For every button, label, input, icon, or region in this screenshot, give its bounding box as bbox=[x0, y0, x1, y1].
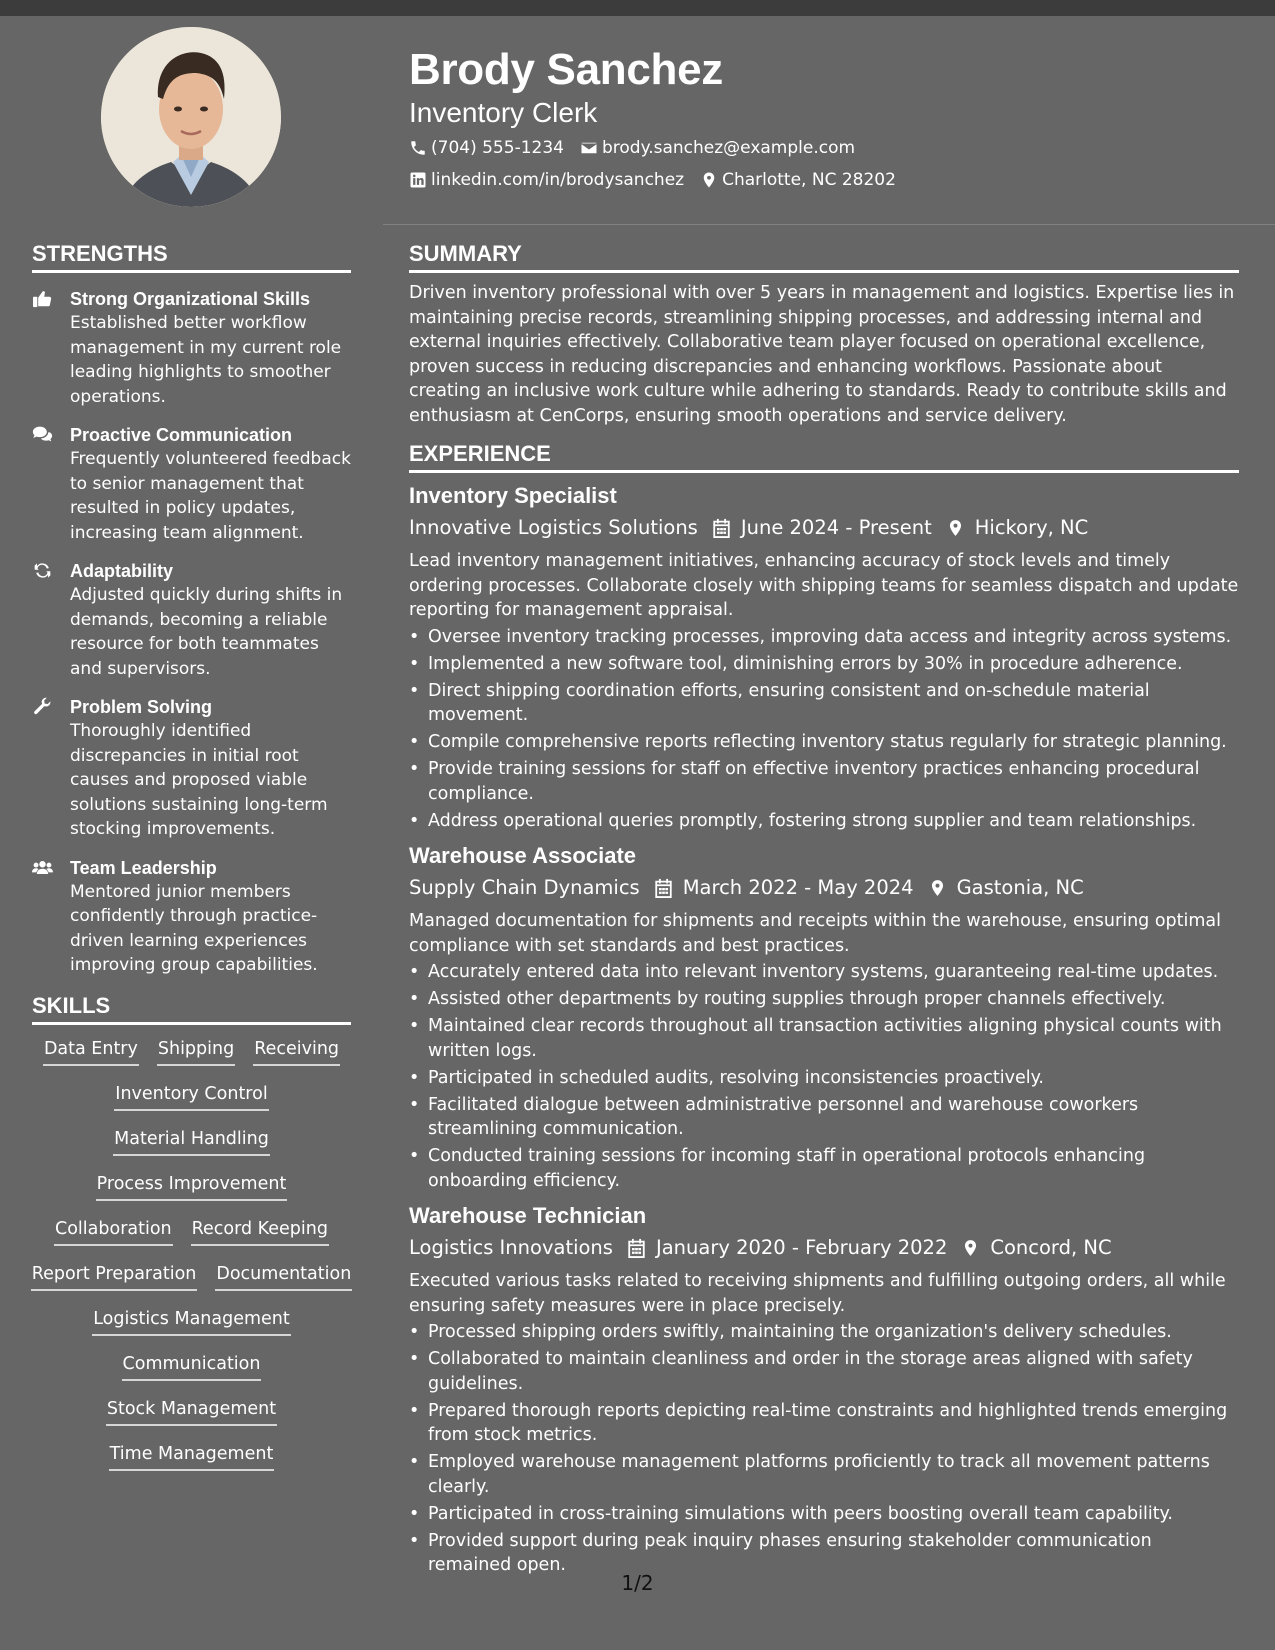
skill-tag: Receiving bbox=[253, 1037, 340, 1066]
skill-tag: Material Handling bbox=[113, 1127, 270, 1156]
candidate-title: Inventory Clerk bbox=[409, 97, 598, 128]
bullet-item: • Compile comprehensive reports reflecting inventory status regularly for strategic planning. bbox=[409, 730, 1239, 755]
bullet-item: • Provide training sessions for staff on effective inventory practices enhancing procedural compliance. bbox=[409, 757, 1239, 806]
company-name: Supply Chain Dynamics bbox=[409, 876, 640, 899]
calendar-icon bbox=[712, 518, 731, 538]
skill-tag: Record Keeping bbox=[191, 1217, 329, 1246]
summary-text: Driven inventory professional with over 5 years in management and logistics. Expertise lies in maintaining precise records, streamlining shipping processes, and addressing internal and external inquiries effectively. Collaborative team player focused on operational excellence, proven success in reducing discrepancies and enhancing workflows. Passionate about creating an inclusive work culture while adhering to standards. Ready to contribute skills and enthusiasm at CenCorps, ensuring smooth operations and service delivery. bbox=[409, 283, 1235, 426]
linkedin-contact[interactable] bbox=[409, 169, 684, 191]
skill-tag: Process Improvement bbox=[96, 1172, 288, 1201]
map-marker-icon bbox=[928, 878, 947, 898]
job-bullets bbox=[409, 1320, 1239, 1578]
wrench-icon bbox=[32, 697, 53, 716]
calendar-icon bbox=[627, 1238, 646, 1258]
profile-photo bbox=[101, 27, 281, 207]
page-number: 1/2 bbox=[621, 1571, 654, 1595]
job-title: Warehouse Associate bbox=[409, 843, 637, 868]
skill-tag: Documentation bbox=[215, 1262, 352, 1291]
users-icon bbox=[32, 858, 53, 877]
strength-item bbox=[32, 287, 351, 409]
portrait-illustration bbox=[101, 27, 281, 207]
phone-contact bbox=[409, 137, 564, 159]
skill-tag: Collaboration bbox=[54, 1217, 173, 1246]
skill-tag: Time Management bbox=[109, 1442, 275, 1471]
bullet-item: • Oversee inventory tracking processes, improving data access and integrity across systems. bbox=[409, 625, 1239, 650]
bullet-item: • Accurately entered data into relevant inventory systems, guaranteeing real-time updates. bbox=[409, 960, 1239, 985]
job-meta bbox=[409, 513, 1239, 543]
strength-title: Strong Organizational Skills bbox=[70, 289, 311, 309]
email-contact[interactable] bbox=[580, 137, 855, 159]
strength-title: Proactive Communication bbox=[70, 425, 293, 445]
bullet-item: • Assisted other departments by routing supplies through proper channels effectively. bbox=[409, 987, 1239, 1012]
job-description: Lead inventory management initiatives, enhancing accuracy of stock levels and timely ordering processes. Collaborate closely with shipping teams for seamless dispatch and update reporting for management appraisal. bbox=[409, 551, 1239, 620]
phone-icon bbox=[409, 139, 427, 157]
candidate-name: Brody Sanchez bbox=[409, 45, 723, 94]
contact-row-1 bbox=[409, 137, 1249, 159]
strength-item bbox=[32, 695, 351, 842]
email-link[interactable]: brody.sanchez@example.com bbox=[601, 138, 856, 158]
top-bar bbox=[0, 0, 1275, 16]
strength-description: Thoroughly identified discrepancies in initial root causes and proposed viable solutions sustaining long-term stocking improvements. bbox=[70, 721, 328, 839]
job-title: Warehouse Technician bbox=[409, 1203, 647, 1228]
bullet-item: • Participated in cross-training simulations with peers boosting overall team capability. bbox=[409, 1502, 1239, 1527]
skills-row bbox=[32, 1217, 351, 1262]
bullet-item: • Provided support during peak inquiry phases ensuring stakeholder communication remained open. bbox=[409, 1529, 1239, 1578]
company-name: Innovative Logistics Solutions bbox=[409, 516, 698, 539]
calendar-icon bbox=[654, 878, 673, 898]
bullet-item: • Employed warehouse management platforms proficiently to track all movement patterns clearly. bbox=[409, 1450, 1239, 1499]
sync-icon bbox=[32, 561, 53, 580]
skill-tag: Data Entry bbox=[43, 1037, 139, 1066]
strength-item bbox=[32, 423, 351, 545]
skill-tag: Stock Management bbox=[106, 1397, 277, 1426]
job-location: Gastonia, NC bbox=[956, 876, 1084, 899]
strength-description: Adjusted quickly during shifts in demands, becoming a reliable resource for both teammates and supervisors. bbox=[70, 585, 343, 679]
experience-heading: EXPERIENCE bbox=[409, 440, 1239, 473]
job-bullets bbox=[409, 960, 1239, 1193]
job-description: Executed various tasks related to receiving shipments and fulfilling outgoing orders, all while ensuring safety measures were in place precisely. bbox=[409, 1271, 1226, 1316]
map-marker-icon bbox=[946, 518, 965, 538]
strength-title: Problem Solving bbox=[70, 697, 213, 717]
skill-tag: Report Preparation bbox=[31, 1262, 198, 1291]
job-location: Hickory, NC bbox=[974, 516, 1089, 539]
summary-heading: SUMMARY bbox=[409, 240, 1239, 273]
skills-heading: SKILLS bbox=[32, 992, 351, 1025]
phone-text: (704) 555-1234 bbox=[431, 138, 564, 158]
contact-row-2 bbox=[409, 169, 1249, 191]
map-marker-icon bbox=[961, 1238, 980, 1258]
job-dates: June 2024 - Present bbox=[740, 516, 932, 539]
skill-tag: Inventory Control bbox=[114, 1082, 268, 1111]
job-description: Managed documentation for shipments and receipts within the warehouse, ensuring optimal compliance with set standards and best practices. bbox=[409, 911, 1221, 956]
job-title: Inventory Specialist bbox=[409, 483, 617, 508]
bullet-item: • Facilitated dialogue between administrative personnel and warehouse coworkers streamlining communication. bbox=[409, 1093, 1239, 1142]
bullet-item: • Prepared thorough reports depicting real-time constraints and highlighted trends emerging from stock metrics. bbox=[409, 1399, 1239, 1448]
envelope-icon bbox=[580, 139, 598, 157]
bullet-item: • Direct shipping coordination efforts, ensuring consistent and on-schedule material movement. bbox=[409, 679, 1239, 728]
bullet-item: • Processed shipping orders swiftly, maintaining the organization's delivery schedules. bbox=[409, 1320, 1239, 1345]
right-column bbox=[409, 240, 1239, 1580]
job-bullets bbox=[409, 625, 1239, 834]
comments-icon bbox=[32, 425, 53, 444]
skills-row bbox=[32, 1442, 351, 1487]
resume-header bbox=[409, 40, 1249, 191]
strength-description: Mentored junior members confidently through practice-driven learning experiences improving group capabilities. bbox=[70, 881, 318, 975]
company-name: Logistics Innovations bbox=[409, 1236, 613, 1259]
header-divider bbox=[383, 224, 1275, 225]
skills-row bbox=[32, 1082, 351, 1127]
skills-row bbox=[32, 1037, 351, 1082]
job-meta bbox=[409, 1233, 1239, 1263]
linkedin-icon bbox=[409, 171, 427, 189]
bullet-item: • Implemented a new software tool, diminishing errors by 30% in procedure adherence. bbox=[409, 652, 1239, 677]
skills-row bbox=[32, 1397, 351, 1442]
job-entry bbox=[409, 841, 1239, 1193]
skills-row bbox=[32, 1127, 351, 1172]
job-meta bbox=[409, 873, 1239, 903]
skills-row bbox=[32, 1352, 351, 1397]
skills-row bbox=[32, 1172, 351, 1217]
left-column bbox=[32, 240, 351, 1487]
strength-item bbox=[32, 559, 351, 681]
strength-title: Adaptability bbox=[70, 561, 174, 581]
strength-description: Frequently volunteered feedback to senior management that resulted in policy updates, increasing team alignment. bbox=[70, 449, 351, 543]
job-location: Concord, NC bbox=[990, 1236, 1112, 1259]
bullet-item: • Address operational queries promptly, fostering strong supplier and team relationships. bbox=[409, 809, 1239, 834]
bullet-item: • Participated in scheduled audits, resolving inconsistencies proactively. bbox=[409, 1066, 1239, 1091]
job-dates: January 2020 - February 2022 bbox=[655, 1236, 948, 1259]
bullet-item: • Maintained clear records throughout all transaction activities aligning physical counts with written logs. bbox=[409, 1014, 1239, 1063]
strengths-heading: STRENGTHS bbox=[32, 240, 351, 273]
location-contact bbox=[700, 169, 896, 191]
skill-tag: Communication bbox=[122, 1352, 262, 1381]
map-marker-icon bbox=[700, 171, 718, 189]
strength-title: Team Leadership bbox=[70, 857, 217, 878]
bullet-item: • Collaborated to maintain cleanliness and order in the storage areas aligned with safety guidelines. bbox=[409, 1347, 1239, 1396]
skills-row bbox=[32, 1262, 351, 1307]
job-entry bbox=[409, 1201, 1239, 1578]
skill-tag: Logistics Management bbox=[92, 1307, 291, 1336]
skill-tag: Shipping bbox=[157, 1037, 235, 1066]
skills-list bbox=[32, 1037, 351, 1487]
thumbs-up-icon bbox=[32, 289, 53, 308]
location-text: Charlotte, NC 28202 bbox=[722, 170, 896, 190]
strength-item bbox=[32, 856, 351, 978]
job-dates: March 2022 - May 2024 bbox=[682, 876, 914, 899]
bullet-item: • Conducted training sessions for incoming staff in operational protocols enhancing onboarding efficiency. bbox=[409, 1144, 1239, 1193]
linkedin-link[interactable]: linkedin.com/in/brodysanchez bbox=[431, 170, 685, 190]
skills-row bbox=[32, 1307, 351, 1352]
strength-description: Established better workflow management in my current role leading highlights to smoother operations. bbox=[70, 313, 342, 407]
strengths-list bbox=[32, 287, 351, 978]
job-entry bbox=[409, 481, 1239, 833]
